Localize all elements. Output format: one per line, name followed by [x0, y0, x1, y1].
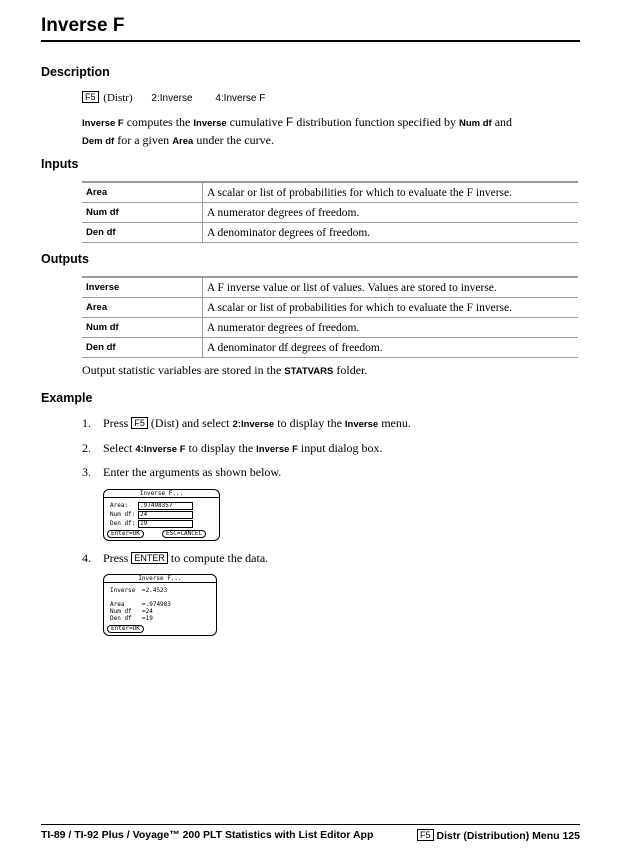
- text: under the curve.: [193, 133, 274, 147]
- step-number: 2.: [82, 441, 91, 455]
- table-row: [82, 298, 578, 318]
- menu-item-inverse: 2:Inverse: [151, 93, 193, 104]
- text: to compute the data.: [167, 551, 269, 565]
- text: Press: [103, 551, 132, 565]
- footer-rule: [41, 824, 580, 825]
- param-desc: A F inverse value or list of values. Values are stored to inverse.: [203, 277, 579, 298]
- f5-key-icon: F5: [417, 829, 434, 841]
- dialog-title: Inverse F...: [104, 490, 219, 498]
- num-df-label: Num df:: [110, 511, 136, 518]
- f5-key-icon: F5: [131, 417, 148, 429]
- menu-item-inverse-f: 4:Inverse F: [215, 93, 266, 104]
- table-row: [82, 182, 578, 203]
- area-field: .97498357: [138, 502, 193, 510]
- enter-key-icon: ENTER: [131, 552, 168, 564]
- code-inverse-f: Inverse F: [82, 118, 124, 129]
- param-desc: A numerator degrees of freedom.: [203, 318, 579, 338]
- text: folder.: [333, 363, 368, 377]
- menu-path-label: (Distr): [103, 92, 133, 104]
- area-value: =.974983: [142, 601, 171, 608]
- param-desc: A denominator df degrees of freedom.: [203, 338, 579, 358]
- param-name: Inverse: [82, 277, 203, 298]
- param-name: Area: [82, 298, 203, 318]
- num-df-label: Num df: [110, 608, 132, 615]
- param-desc: A denominator degrees of freedom.: [203, 223, 579, 243]
- outputs-table: [82, 276, 578, 358]
- step-number: 4.: [82, 551, 91, 565]
- table-row: [82, 338, 578, 358]
- param-name: Den df: [82, 223, 203, 243]
- menu-path: [82, 91, 265, 104]
- code-num-df: Num df: [458, 118, 492, 129]
- step-number: 1.: [82, 416, 91, 430]
- example-heading: Example: [41, 391, 93, 405]
- esc-cancel-button: ESC=CANCEL: [162, 530, 206, 538]
- letter-f: F: [285, 115, 294, 129]
- num-df-value: =24: [142, 608, 153, 615]
- inverse-label: Inverse: [110, 587, 136, 594]
- text: and: [491, 115, 513, 129]
- param-desc: A scalar or list of probabilities for which to evaluate the F inverse.: [203, 182, 579, 203]
- param-desc: A scalar or list of probabilities for which to evaluate the F inverse.: [203, 298, 579, 318]
- param-name: Num df: [82, 318, 203, 338]
- num-df-field: 24: [138, 511, 193, 519]
- text: computes the: [123, 115, 194, 129]
- code-area: Area: [172, 136, 194, 147]
- step-1: [82, 416, 411, 431]
- den-df-label: Den df: [110, 615, 132, 622]
- text: to display the: [274, 416, 345, 430]
- inputs-heading: Inputs: [41, 157, 79, 171]
- table-row: [82, 318, 578, 338]
- code-inverse-item: 2:Inverse: [232, 419, 275, 430]
- code-inverse-f: Inverse F: [256, 444, 298, 455]
- area-label: Area: [110, 601, 125, 608]
- text: (Dist) and select: [147, 416, 233, 430]
- dialog-title: Inverse F...: [104, 575, 216, 583]
- text: for a given: [114, 133, 173, 147]
- text: Enter the arguments as shown below.: [103, 465, 282, 479]
- param-name: Den df: [82, 338, 203, 358]
- area-label: Area:: [110, 502, 129, 509]
- step-3: [82, 465, 281, 480]
- footer-right: [417, 829, 580, 842]
- param-name: Num df: [82, 203, 203, 223]
- title-rule: [41, 40, 580, 42]
- calculator-input-dialog: [103, 489, 220, 541]
- text: Output statistic variables are stored in the: [82, 363, 285, 377]
- page-title: Inverse F: [41, 15, 125, 36]
- text: input dialog box.: [297, 441, 383, 455]
- footer-left: TI-89 / TI-92 Plus / Voyage™ 200 PLT Statistics with List Editor App: [41, 829, 374, 841]
- text: cumulative: [226, 115, 286, 129]
- description-heading: Description: [41, 65, 110, 79]
- code-dem-df: Dem df: [82, 136, 115, 147]
- description-paragraph: [82, 114, 580, 150]
- code-inverse: Inverse: [193, 118, 227, 129]
- param-name: Area: [82, 182, 203, 203]
- code-statvars: STATVARS: [284, 366, 334, 377]
- code-inverse-f-item: 4:Inverse F: [135, 444, 186, 455]
- inverse-value: =2.4523: [142, 587, 168, 594]
- step-number: 3.: [82, 465, 91, 479]
- enter-ok-button: Enter=OK: [107, 530, 144, 538]
- page-footer: [41, 829, 580, 841]
- outputs-note: [82, 362, 580, 380]
- inputs-table: [82, 181, 578, 243]
- text: to display the: [185, 441, 257, 455]
- den-df-field: 19: [138, 520, 193, 528]
- step-2: [82, 441, 383, 456]
- step-4: [82, 551, 268, 566]
- table-row: [82, 203, 578, 223]
- text: Select: [103, 441, 136, 455]
- table-row: [82, 223, 578, 243]
- table-row: [82, 277, 578, 298]
- enter-ok-button: Enter=OK: [107, 625, 144, 633]
- calculator-result-dialog: [103, 574, 217, 636]
- text: Press: [103, 416, 132, 430]
- text: distribution function specified by: [293, 115, 459, 129]
- code-inverse: Inverse: [344, 419, 379, 430]
- param-desc: A numerator degrees of freedom.: [203, 203, 579, 223]
- f5-key-icon: F5: [82, 91, 99, 103]
- den-df-label: Den df:: [110, 520, 136, 527]
- outputs-heading: Outputs: [41, 252, 89, 266]
- text: menu.: [378, 416, 411, 430]
- den-df-value: =19: [142, 615, 153, 622]
- footer-section-page: Distr (Distribution) Menu 125: [433, 830, 580, 842]
